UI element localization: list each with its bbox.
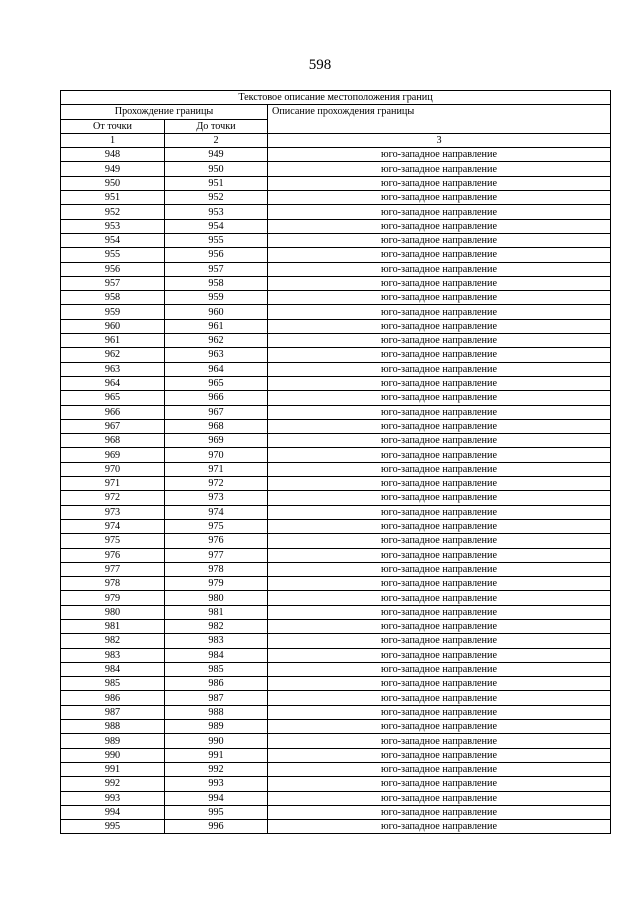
table-row bbox=[61, 762, 611, 776]
from-point-cell: 987 bbox=[61, 705, 165, 719]
table-row bbox=[61, 648, 611, 662]
to-point-cell: 992 bbox=[165, 762, 268, 776]
description-cell: юго-западное направление bbox=[268, 205, 611, 219]
table-row bbox=[61, 777, 611, 791]
page-number: 598 bbox=[308, 57, 332, 73]
from-point-cell: 961 bbox=[61, 334, 165, 348]
table-row bbox=[61, 348, 611, 362]
to-point-cell: 995 bbox=[165, 805, 268, 819]
table-row bbox=[61, 605, 611, 619]
col-number-1: 1 bbox=[61, 133, 165, 147]
from-point-cell: 969 bbox=[61, 448, 165, 462]
description-cell: юго-западное направление bbox=[268, 677, 611, 691]
to-point-cell: 988 bbox=[165, 705, 268, 719]
description-cell: юго-западное направление bbox=[268, 233, 611, 247]
to-point-cell: 975 bbox=[165, 519, 268, 533]
table-title: Текстовое описание местоположения границ bbox=[61, 91, 611, 105]
from-point-cell: 948 bbox=[61, 148, 165, 162]
table-row bbox=[61, 591, 611, 605]
description-cell: юго-западное направление bbox=[268, 734, 611, 748]
from-point-cell: 970 bbox=[61, 462, 165, 476]
from-point-cell: 993 bbox=[61, 791, 165, 805]
to-point-cell: 974 bbox=[165, 505, 268, 519]
from-point-cell: 962 bbox=[61, 348, 165, 362]
description-cell: юго-западное направление bbox=[268, 248, 611, 262]
description-cell: юго-западное направление bbox=[268, 648, 611, 662]
description-cell: юго-западное направление bbox=[268, 291, 611, 305]
table-row bbox=[61, 334, 611, 348]
from-point-cell: 964 bbox=[61, 376, 165, 390]
description-cell: юго-западное направление bbox=[268, 634, 611, 648]
to-point-cell: 986 bbox=[165, 677, 268, 691]
boundary-table bbox=[60, 90, 611, 834]
table-row bbox=[61, 305, 611, 319]
description-cell: юго-западное направление bbox=[268, 305, 611, 319]
description-cell: юго-западное направление bbox=[268, 319, 611, 333]
description-cell: юго-западное направление bbox=[268, 391, 611, 405]
description-cell: юго-западное направление bbox=[268, 705, 611, 719]
description-cell: юго-западное направление bbox=[268, 605, 611, 619]
to-point-cell: 966 bbox=[165, 391, 268, 405]
to-point-cell: 979 bbox=[165, 577, 268, 591]
description-cell: юго-западное направление bbox=[268, 577, 611, 591]
from-point-cell: 972 bbox=[61, 491, 165, 505]
table-row bbox=[61, 291, 611, 305]
from-point-cell: 985 bbox=[61, 677, 165, 691]
description-cell: юго-западное направление bbox=[268, 491, 611, 505]
from-point-cell: 974 bbox=[61, 519, 165, 533]
to-point-cell: 962 bbox=[165, 334, 268, 348]
from-point-cell: 995 bbox=[61, 820, 165, 834]
table-row bbox=[61, 577, 611, 591]
table-row bbox=[61, 276, 611, 290]
from-point-cell: 979 bbox=[61, 591, 165, 605]
description-cell: юго-западное направление bbox=[268, 619, 611, 633]
table-row bbox=[61, 820, 611, 834]
table-row bbox=[61, 677, 611, 691]
description-cell: юго-западное направление bbox=[268, 662, 611, 676]
description-cell: юго-западное направление bbox=[268, 162, 611, 176]
description-cell: юго-западное направление bbox=[268, 505, 611, 519]
description-cell: юго-западное направление bbox=[268, 548, 611, 562]
table-row bbox=[61, 391, 611, 405]
to-point-cell: 969 bbox=[165, 434, 268, 448]
from-point-cell: 977 bbox=[61, 562, 165, 576]
description-cell: юго-западное направление bbox=[268, 262, 611, 276]
from-point-cell: 983 bbox=[61, 648, 165, 662]
table-row bbox=[61, 362, 611, 376]
table-row bbox=[61, 691, 611, 705]
to-point-cell: 958 bbox=[165, 276, 268, 290]
from-point-cell: 966 bbox=[61, 405, 165, 419]
table-row bbox=[61, 405, 611, 419]
table-row bbox=[61, 491, 611, 505]
to-point-cell: 972 bbox=[165, 477, 268, 491]
description-cell: юго-западное направление bbox=[268, 362, 611, 376]
description-cell: юго-западное направление bbox=[268, 191, 611, 205]
from-point-cell: 955 bbox=[61, 248, 165, 262]
description-cell: юго-западное направление bbox=[268, 448, 611, 462]
description-header: Описание прохождения границы bbox=[268, 105, 611, 134]
table-row bbox=[61, 462, 611, 476]
from-point-cell: 971 bbox=[61, 477, 165, 491]
to-point-cell: 970 bbox=[165, 448, 268, 462]
table-row bbox=[61, 519, 611, 533]
from-point-cell: 975 bbox=[61, 534, 165, 548]
table-row bbox=[61, 176, 611, 190]
from-point-cell: 973 bbox=[61, 505, 165, 519]
to-point-cell: 978 bbox=[165, 562, 268, 576]
to-point-cell: 977 bbox=[165, 548, 268, 562]
to-point-cell: 991 bbox=[165, 748, 268, 762]
to-point-cell: 985 bbox=[165, 662, 268, 676]
table-row bbox=[61, 376, 611, 390]
table-row bbox=[61, 233, 611, 247]
to-point-cell: 983 bbox=[165, 634, 268, 648]
from-point-cell: 967 bbox=[61, 419, 165, 433]
from-point-cell: 957 bbox=[61, 276, 165, 290]
from-point-cell: 990 bbox=[61, 748, 165, 762]
table-row bbox=[61, 548, 611, 562]
to-point-cell: 957 bbox=[165, 262, 268, 276]
table-row bbox=[61, 634, 611, 648]
table-row bbox=[61, 419, 611, 433]
table-body bbox=[61, 148, 611, 834]
description-cell: юго-западное направление bbox=[268, 748, 611, 762]
to-point-cell: 982 bbox=[165, 619, 268, 633]
to-point-cell: 952 bbox=[165, 191, 268, 205]
to-point-cell: 984 bbox=[165, 648, 268, 662]
table-row bbox=[61, 748, 611, 762]
table-row bbox=[61, 534, 611, 548]
from-point-cell: 958 bbox=[61, 291, 165, 305]
table-row bbox=[61, 448, 611, 462]
description-cell: юго-западное направление bbox=[268, 591, 611, 605]
from-point-cell: 959 bbox=[61, 305, 165, 319]
group-header: Прохождение границы bbox=[61, 105, 268, 119]
to-point-cell: 996 bbox=[165, 820, 268, 834]
from-point-cell: 991 bbox=[61, 762, 165, 776]
from-point-cell: 960 bbox=[61, 319, 165, 333]
description-cell: юго-западное направление bbox=[268, 762, 611, 776]
description-cell: юго-западное направление bbox=[268, 419, 611, 433]
to-point-cell: 954 bbox=[165, 219, 268, 233]
description-cell: юго-западное направление bbox=[268, 805, 611, 819]
description-cell: юго-западное направление bbox=[268, 477, 611, 491]
description-cell: юго-западное направление bbox=[268, 334, 611, 348]
table-row bbox=[61, 319, 611, 333]
description-cell: юго-западное направление bbox=[268, 534, 611, 548]
from-point-cell: 952 bbox=[61, 205, 165, 219]
description-cell: юго-западное направление bbox=[268, 376, 611, 390]
description-cell: юго-западное направление bbox=[268, 348, 611, 362]
to-point-cell: 961 bbox=[165, 319, 268, 333]
table-row bbox=[61, 734, 611, 748]
description-cell: юго-западное направление bbox=[268, 519, 611, 533]
to-point-cell: 993 bbox=[165, 777, 268, 791]
from-point-cell: 982 bbox=[61, 634, 165, 648]
from-point-cell: 994 bbox=[61, 805, 165, 819]
table-row bbox=[61, 619, 611, 633]
to-point-cell: 951 bbox=[165, 176, 268, 190]
to-point-cell: 955 bbox=[165, 233, 268, 247]
table-row bbox=[61, 791, 611, 805]
from-point-cell: 950 bbox=[61, 176, 165, 190]
to-point-cell: 963 bbox=[165, 348, 268, 362]
description-cell: юго-западное направление bbox=[268, 148, 611, 162]
table-row bbox=[61, 505, 611, 519]
to-point-cell: 994 bbox=[165, 791, 268, 805]
to-point-cell: 971 bbox=[165, 462, 268, 476]
table-row bbox=[61, 705, 611, 719]
to-point-cell: 990 bbox=[165, 734, 268, 748]
from-point-cell: 956 bbox=[61, 262, 165, 276]
from-point-cell: 992 bbox=[61, 777, 165, 791]
from-point-cell: 981 bbox=[61, 619, 165, 633]
table-row bbox=[61, 219, 611, 233]
description-cell: юго-западное направление bbox=[268, 562, 611, 576]
description-cell: юго-западное направление bbox=[268, 820, 611, 834]
table-row bbox=[61, 248, 611, 262]
from-point-cell: 980 bbox=[61, 605, 165, 619]
table-row bbox=[61, 720, 611, 734]
to-point-cell: 964 bbox=[165, 362, 268, 376]
description-cell: юго-западное направление bbox=[268, 791, 611, 805]
to-point-cell: 956 bbox=[165, 248, 268, 262]
from-point-cell: 963 bbox=[61, 362, 165, 376]
from-point-cell: 978 bbox=[61, 577, 165, 591]
to-point-cell: 953 bbox=[165, 205, 268, 219]
to-point-cell: 959 bbox=[165, 291, 268, 305]
table-row bbox=[61, 205, 611, 219]
to-point-cell: 976 bbox=[165, 534, 268, 548]
col-number-2: 2 bbox=[165, 133, 268, 147]
from-header: От точки bbox=[61, 119, 165, 133]
to-point-cell: 981 bbox=[165, 605, 268, 619]
to-header: До точки bbox=[165, 119, 268, 133]
to-point-cell: 968 bbox=[165, 419, 268, 433]
from-point-cell: 951 bbox=[61, 191, 165, 205]
to-point-cell: 950 bbox=[165, 162, 268, 176]
description-cell: юго-западное направление bbox=[268, 276, 611, 290]
from-point-cell: 949 bbox=[61, 162, 165, 176]
to-point-cell: 960 bbox=[165, 305, 268, 319]
table-row bbox=[61, 477, 611, 491]
to-point-cell: 965 bbox=[165, 376, 268, 390]
table-row bbox=[61, 662, 611, 676]
description-cell: юго-западное направление bbox=[268, 462, 611, 476]
table-row bbox=[61, 562, 611, 576]
from-point-cell: 988 bbox=[61, 720, 165, 734]
to-point-cell: 989 bbox=[165, 720, 268, 734]
from-point-cell: 953 bbox=[61, 219, 165, 233]
table-row bbox=[61, 805, 611, 819]
description-cell: юго-западное направление bbox=[268, 405, 611, 419]
from-point-cell: 984 bbox=[61, 662, 165, 676]
from-point-cell: 954 bbox=[61, 233, 165, 247]
to-point-cell: 949 bbox=[165, 148, 268, 162]
table-row bbox=[61, 262, 611, 276]
table-row bbox=[61, 191, 611, 205]
to-point-cell: 967 bbox=[165, 405, 268, 419]
description-cell: юго-западное направление bbox=[268, 691, 611, 705]
description-cell: юго-западное направление bbox=[268, 777, 611, 791]
from-point-cell: 968 bbox=[61, 434, 165, 448]
description-cell: юго-западное направление bbox=[268, 434, 611, 448]
table-row bbox=[61, 434, 611, 448]
col-number-3: 3 bbox=[268, 133, 611, 147]
description-cell: юго-западное направление bbox=[268, 219, 611, 233]
to-point-cell: 973 bbox=[165, 491, 268, 505]
to-point-cell: 980 bbox=[165, 591, 268, 605]
from-point-cell: 976 bbox=[61, 548, 165, 562]
description-cell: юго-западное направление bbox=[268, 176, 611, 190]
from-point-cell: 965 bbox=[61, 391, 165, 405]
description-cell: юго-западное направление bbox=[268, 720, 611, 734]
from-point-cell: 986 bbox=[61, 691, 165, 705]
table-row bbox=[61, 162, 611, 176]
to-point-cell: 987 bbox=[165, 691, 268, 705]
table-row bbox=[61, 148, 611, 162]
from-point-cell: 989 bbox=[61, 734, 165, 748]
